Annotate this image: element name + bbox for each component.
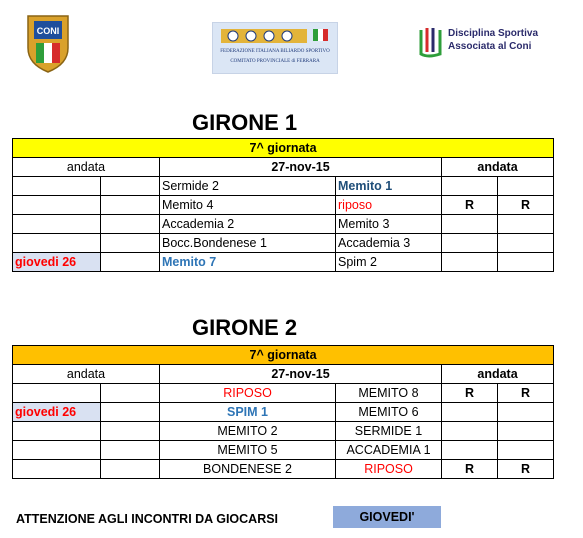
giovedi-label: GIOVEDI' — [333, 506, 441, 528]
fibis-committee: COMITATO PROVINCIALE di FERRARA — [230, 59, 320, 64]
coni-logo — [24, 12, 72, 74]
note-cell — [13, 422, 101, 441]
home-team: Bocc.Bondenese 1 — [160, 234, 336, 253]
girone-1-andata-left: andata — [13, 158, 160, 177]
empty-cell — [101, 441, 160, 460]
result-1 — [442, 215, 498, 234]
empty-cell — [101, 403, 160, 422]
result-1 — [442, 234, 498, 253]
result-1 — [442, 253, 498, 272]
empty-cell — [101, 215, 160, 234]
girone-2-date: 27-nov-15 — [160, 365, 442, 384]
empty-cell — [101, 460, 160, 479]
girone-2-andata-left: andata — [13, 365, 160, 384]
girone-2-andata-right: andata — [442, 365, 554, 384]
note-cell — [13, 441, 101, 460]
away-team: riposo — [336, 196, 442, 215]
home-team: Memito 7 — [160, 253, 336, 272]
result-1 — [442, 177, 498, 196]
away-team: Spim 2 — [336, 253, 442, 272]
home-team: Accademia 2 — [160, 215, 336, 234]
girone-1-title: GIRONE 1 — [192, 110, 298, 135]
fibis-name: FEDERAZIONE ITALIANA BILIARDO SPORTIVO — [220, 49, 330, 54]
table-row — [13, 196, 554, 215]
girone-2-title: GIRONE 2 — [192, 315, 298, 340]
result-2 — [498, 422, 554, 441]
girone-1-giornata: 7^ giornata — [13, 139, 554, 158]
empty-cell — [101, 177, 160, 196]
result-2 — [498, 441, 554, 460]
note-cell: giovedi 26 — [13, 403, 101, 422]
empty-cell — [101, 234, 160, 253]
table-row — [13, 384, 554, 403]
away-team: MEMITO 8 — [336, 384, 442, 403]
note-cell — [13, 234, 101, 253]
girone-1-table — [12, 138, 554, 272]
table-row — [13, 234, 554, 253]
dsa-line-2: Associata al Coni — [448, 41, 532, 52]
result-2: R — [498, 196, 554, 215]
result-1 — [442, 422, 498, 441]
away-team: RIPOSO — [336, 460, 442, 479]
empty-cell — [101, 422, 160, 441]
girone-1-andata-right: andata — [442, 158, 554, 177]
away-team: Accademia 3 — [336, 234, 442, 253]
result-2 — [498, 177, 554, 196]
result-2 — [498, 234, 554, 253]
table-row — [13, 215, 554, 234]
result-2 — [498, 253, 554, 272]
result-2: R — [498, 460, 554, 479]
home-team: MEMITO 2 — [160, 422, 336, 441]
warning-text: ATTENZIONE AGLI INCONTRI DA GIOCARSI — [16, 512, 279, 526]
note-cell: giovedi 26 — [13, 253, 101, 272]
table-row — [13, 253, 554, 272]
coni-logo-text: CONI — [36, 26, 60, 36]
away-team: SERMIDE 1 — [336, 422, 442, 441]
result-1: R — [442, 384, 498, 403]
away-team: Memito 3 — [336, 215, 442, 234]
home-team: Sermide 2 — [160, 177, 336, 196]
home-team: MEMITO 5 — [160, 441, 336, 460]
empty-cell — [101, 196, 160, 215]
dsa-line-1: Disciplina Sportiva — [448, 28, 539, 39]
result-2: R — [498, 384, 554, 403]
result-2 — [498, 403, 554, 422]
table-row — [13, 460, 554, 479]
note-cell — [13, 215, 101, 234]
away-team: Memito 1 — [336, 177, 442, 196]
result-2 — [498, 215, 554, 234]
table-row — [13, 403, 554, 422]
home-team: Memito 4 — [160, 196, 336, 215]
fibis-logo — [212, 22, 338, 74]
home-team: SPIM 1 — [160, 403, 336, 422]
girone-2-table — [12, 345, 554, 479]
home-team: RIPOSO — [160, 384, 336, 403]
girone-2-giornata: 7^ giornata — [13, 346, 554, 365]
result-1 — [442, 403, 498, 422]
table-row — [13, 441, 554, 460]
note-cell — [13, 177, 101, 196]
result-1 — [442, 441, 498, 460]
empty-cell — [101, 253, 160, 272]
table-row — [13, 177, 554, 196]
dsa-logo — [418, 24, 548, 60]
away-team: ACCADEMIA 1 — [336, 441, 442, 460]
result-1: R — [442, 460, 498, 479]
girone-1-date: 27-nov-15 — [160, 158, 442, 177]
table-row — [13, 422, 554, 441]
away-team: MEMITO 6 — [336, 403, 442, 422]
result-1: R — [442, 196, 498, 215]
note-cell — [13, 196, 101, 215]
note-cell — [13, 384, 101, 403]
home-team: BONDENESE 2 — [160, 460, 336, 479]
empty-cell — [101, 384, 160, 403]
note-cell — [13, 460, 101, 479]
